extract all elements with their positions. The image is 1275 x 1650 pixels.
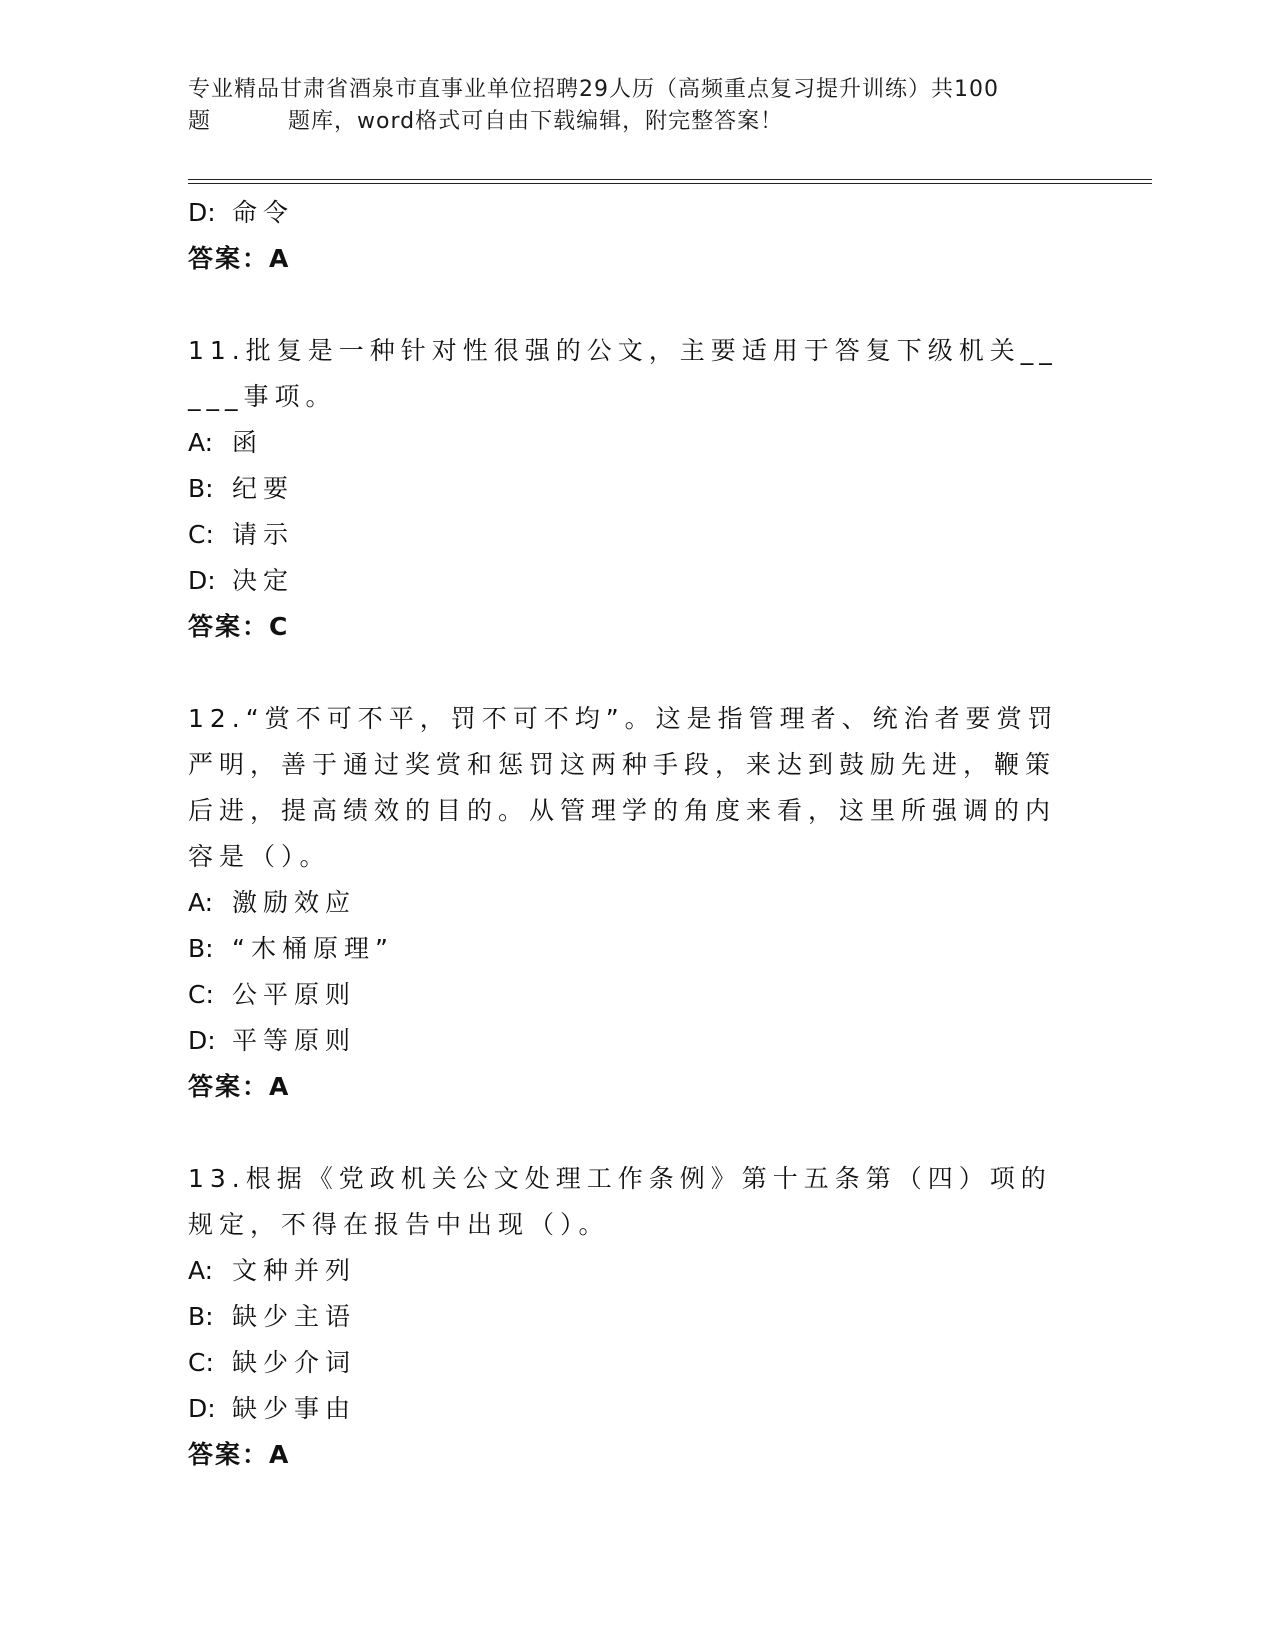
option-key: B: <box>188 1302 214 1331</box>
question-11-answer: 答案：C <box>188 612 290 641</box>
spacer <box>188 282 1068 328</box>
option-key: B: <box>188 934 214 963</box>
question-12-option-b <box>188 926 1068 972</box>
header-line-2-left: 题 <box>188 109 212 134</box>
option-key: D: <box>188 198 216 227</box>
question-13-option-b <box>188 1294 1068 1340</box>
document-body <box>188 190 1068 1478</box>
question-13-text: 13.根据《党政机关公文处理工作条例》第十五条第（四）项的规定，不得在报告中出现（）。 <box>188 1164 1052 1239</box>
question-11-text: 11.批复是一种针对性很强的公文，主要适用于答复下级机关_____事项。 <box>188 336 1058 411</box>
spacer <box>188 650 1068 696</box>
question-11-option-c <box>188 512 1068 558</box>
question-11-option-a <box>188 420 1068 466</box>
option-text: 文种并列 <box>232 1256 357 1285</box>
option-text: “木桶原理” <box>232 934 394 963</box>
option-text: 函 <box>232 428 264 457</box>
option-text: 缺少主语 <box>232 1302 357 1331</box>
option-key: D: <box>188 566 216 595</box>
option-text: 请示 <box>232 520 295 549</box>
option-key: D: <box>188 1026 216 1055</box>
question-12-option-d <box>188 1018 1068 1064</box>
question-13-option-d <box>188 1386 1068 1432</box>
question-12-option-a <box>188 880 1068 926</box>
option-key: C: <box>188 980 214 1009</box>
header-divider-bottom <box>188 183 1152 184</box>
option-text: 决定 <box>232 566 295 595</box>
option-text: 缺少事由 <box>232 1394 357 1423</box>
option-key: A: <box>188 888 214 917</box>
question-12-answer: 答案：A <box>188 1072 291 1101</box>
option-text: 纪要 <box>232 474 295 503</box>
document-header <box>188 74 1068 138</box>
header-line-1: 专业精品甘肃省酒泉市直事业单位招聘29人历（高频重点复习提升训练）共100 <box>188 77 999 102</box>
question-11-option-d <box>188 558 1068 604</box>
option-key: C: <box>188 520 214 549</box>
option-text: 公平原则 <box>232 980 357 1009</box>
option-text: 激励效应 <box>232 888 357 917</box>
option-key: A: <box>188 428 214 457</box>
question-11-option-b <box>188 466 1068 512</box>
header-divider-top <box>188 179 1152 180</box>
option-text: 平等原则 <box>232 1026 357 1055</box>
option-key: C: <box>188 1348 214 1377</box>
question-12-option-c <box>188 972 1068 1018</box>
header-line-2-right: 题库，word格式可自由下载编辑，附完整答案！ <box>288 109 784 134</box>
option-text: 缺少介词 <box>232 1348 357 1377</box>
question-13-option-a <box>188 1248 1068 1294</box>
option-key: A: <box>188 1256 214 1285</box>
spacer <box>188 1110 1068 1156</box>
option-text: 命令 <box>232 198 295 227</box>
question-12-text: 12.“赏不可不平，罚不可不均”。这是指管理者、统治者要赏罚严明，善于通过奖赏和惩罚这两种手段，来达到鼓励先进，鞭策后进，提高绩效的目的。从管理学的角度来看，这里所强调的内容是（）。 <box>188 704 1059 871</box>
question-13-answer: 答案：A <box>188 1440 291 1469</box>
option-key: D: <box>188 1394 216 1423</box>
prev-answer: 答案：A <box>188 244 291 273</box>
option-key: B: <box>188 474 214 503</box>
header-line-2 <box>188 106 1068 138</box>
question-13-option-c <box>188 1340 1068 1386</box>
prev-option-d <box>188 190 1068 236</box>
